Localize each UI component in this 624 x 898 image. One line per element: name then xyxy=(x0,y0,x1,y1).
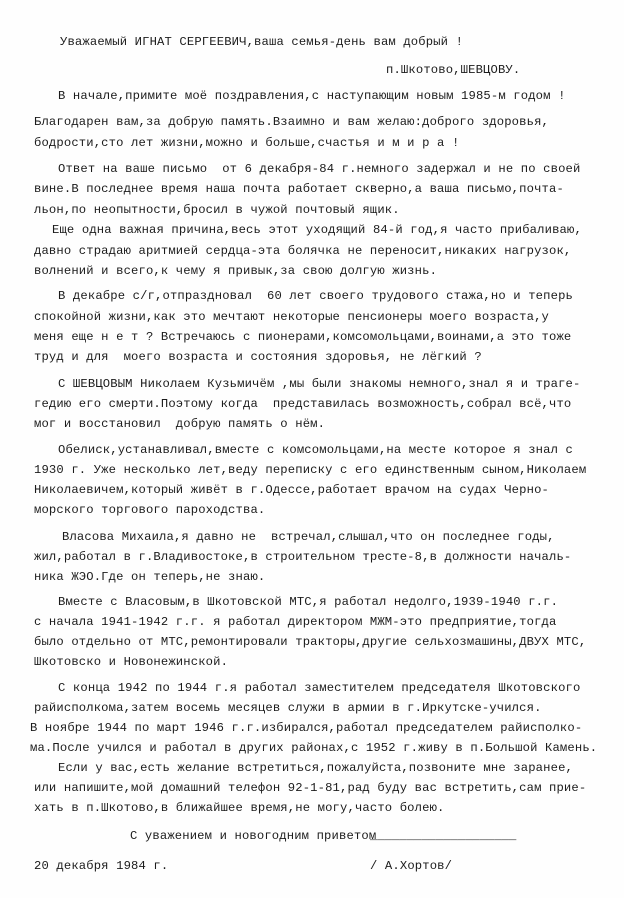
paragraph-line: В декабре с/г,отпраздновал 60 лет своего трудового стажа,но и теперь xyxy=(58,289,573,303)
paragraph-line: В начале,примите моё поздравления,с наступающим новым 1985-м годом ! xyxy=(58,89,566,103)
paragraph-line: с начала 1941-1942 г.г. я работал директором МЖМ-это предприятие,тогда xyxy=(34,615,557,629)
paragraph-line: райисполкома,затем восемь месяцев служи в армии в г.Иркутске-учился. xyxy=(34,701,542,715)
paragraph-line: вине.В последнее время наша почта работает скверно,а ваша письмо,почта- xyxy=(34,182,564,196)
paragraph-line: Власова Михаила,я давно не встречал,слышал,что он последнее годы, xyxy=(62,530,555,544)
paragraph-line: или напишите,мой домашний телефон 92-1-81,рад буду вас встретить,сам прие- xyxy=(34,781,587,795)
signature: / А.Хортов/ xyxy=(370,859,453,873)
paragraph-line: жил,работал в г.Владивостоке,в строительном тресте-8,в должности началь- xyxy=(34,550,572,564)
paragraph-line: Еще одна важная причина,весь этот уходящий 84-й год,я часто прибаливаю, xyxy=(52,223,582,237)
paragraph-line: давно страдаю аритмией сердца-эта болячка не переносит,никаких нагрузок, xyxy=(34,244,572,258)
letter-date: 20 декабря 1984 г. xyxy=(34,859,169,873)
paragraph-line: труд и для моего возраста и состояния здоровья, не лёгкий ? xyxy=(34,350,482,364)
paragraph-line: 1930 г. Уже несколько лет,веду переписку с его единственным сыном,Николаем xyxy=(34,463,587,477)
paragraph-line: Ответ на ваше письмо от 6 декабря-84 г.немного задержал и не по своей xyxy=(58,162,581,176)
paragraph-line: С конца 1942 по 1944 г.я работал заместителем председателя Шкотовского xyxy=(58,681,581,695)
paragraph-line: ма.После учился и работал в других районах,с 1952 г.живу в п.Большой Камень. xyxy=(30,741,598,755)
paragraph-line: гедию его смерти.Поэтому когда представилась возможность,собрал всё,что xyxy=(34,397,572,411)
paragraph-line: было отдельно от МТС,ремонтировали тракторы,другие сельхозмашины,ДВУХ МТС, xyxy=(34,635,587,649)
paragraph-line: волнений и всего,к чему я привык,за свою долгую жизнь. xyxy=(34,264,438,278)
paragraph-line: ника ЖЭО.Где он теперь,не знаю. xyxy=(34,570,266,584)
greeting: Уважаемый ИГНАТ СЕРГЕЕВИЧ,ваша семья-день вам добрый ! xyxy=(60,35,464,49)
paragraph-line: С ШЕВЦОВЫМ Николаем Кузьмичём ,мы были знакомы немного,знал я и траге- xyxy=(58,377,581,391)
paragraph-line: льон,по неопытности,бросил в чужой почтовый ящик. xyxy=(34,203,400,217)
paragraph-line: меня еще н е т ? Встречаюсь с пионерами,комсомольцами,воинами,а это тоже xyxy=(34,330,572,344)
paragraph-line: Шкотовско и Новонежинской. xyxy=(34,655,229,669)
paragraph-line: морского торгового пароходства. xyxy=(34,503,266,517)
paragraph-line: хать в п.Шкотово,в ближайшее время,не могу,часто болею. xyxy=(34,801,445,815)
paragraph-line: В ноябре 1944 по март 1946 г.г.избирался,работал председателем райисполко- xyxy=(30,721,583,735)
paragraph-line: Николаевичем,который живёт в г.Одессе,работает врачом на судах Черно- xyxy=(34,483,549,497)
paragraph-line: Если у вас,есть желание встретиться,пожалуйста,позвоните мне заранее, xyxy=(58,761,573,775)
recipient-address: п.Шкотово,ШЕВЦОВУ. xyxy=(386,63,521,77)
paragraph-line: мог и восстановил добрую память о нём. xyxy=(34,417,326,431)
signature-underline: ____________________ xyxy=(370,829,517,843)
closing-line: С уважением и новогодним приветом xyxy=(130,829,377,843)
paragraph-line: Обелиск,устанавливал,вместе с комсомольцами,на месте которое я знал с xyxy=(58,443,573,457)
paragraph-line: бодрости,сто лет жизни,можно и больше,счастья и м и р а ! xyxy=(34,136,460,150)
paragraph-line: Благодарен вам,за добрую память.Взаимно и вам желаю:доброго здоровья, xyxy=(34,115,549,129)
paragraph-line: спокойной жизни,как это мечтают некоторые пенсионеры моего возраста,у xyxy=(34,310,549,324)
paragraph-line: Вместе с Власовым,в Шкотовской МТС,я работал недолго,1939-1940 г.г. xyxy=(58,595,559,609)
